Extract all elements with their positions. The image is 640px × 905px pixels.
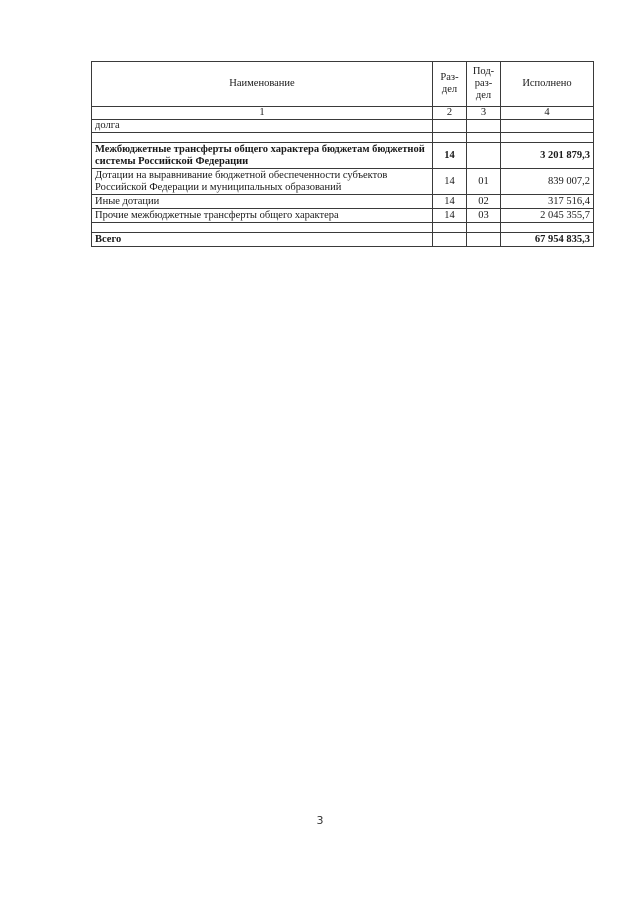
table-row <box>92 195 594 209</box>
row-name: Прочие межбюджетные трансферты общего характера <box>92 209 433 223</box>
budget-execution-table <box>91 61 594 247</box>
row-name: Межбюджетные трансферты общего характера бюджетам бюджетной системы Российской Федерации <box>92 143 433 169</box>
table-header-row <box>92 62 594 107</box>
column-number-2: 2 <box>433 107 467 120</box>
total-row <box>92 233 594 247</box>
page-number: 3 <box>316 814 324 827</box>
row-name: Дотации на выравнивание бюджетной обеспеченности субъектов Российской Федерации и муниципальных образований <box>92 169 433 195</box>
header-subsection: Под- раз- дел <box>467 62 501 107</box>
row-subsection: 01 <box>467 169 501 195</box>
row-subsection: 02 <box>467 195 501 209</box>
table-row <box>92 143 594 169</box>
table-row <box>92 169 594 195</box>
continuation-row <box>92 120 594 133</box>
header-section: Раз- дел <box>433 62 467 107</box>
total-label: Всего <box>92 233 433 247</box>
spacer-row <box>92 133 594 143</box>
row-executed: 3 201 879,3 <box>501 143 594 169</box>
row-executed: 317 516,4 <box>501 195 594 209</box>
row-name: Иные дотации <box>92 195 433 209</box>
continuation-text: долга <box>92 120 433 133</box>
row-section: 14 <box>433 143 467 169</box>
row-section: 14 <box>433 169 467 195</box>
row-section: 14 <box>433 195 467 209</box>
total-executed: 67 954 835,3 <box>501 233 594 247</box>
column-number-4: 4 <box>501 107 594 120</box>
header-name: Наименование <box>92 62 433 107</box>
column-number-3: 3 <box>467 107 501 120</box>
spacer-row <box>92 223 594 233</box>
row-section: 14 <box>433 209 467 223</box>
header-executed: Исполнено <box>501 62 594 107</box>
row-subsection: 03 <box>467 209 501 223</box>
column-numbers-row <box>92 107 594 120</box>
row-executed: 2 045 355,7 <box>501 209 594 223</box>
table-row <box>92 209 594 223</box>
column-number-1: 1 <box>92 107 433 120</box>
row-subsection <box>467 143 501 169</box>
row-executed: 839 007,2 <box>501 169 594 195</box>
